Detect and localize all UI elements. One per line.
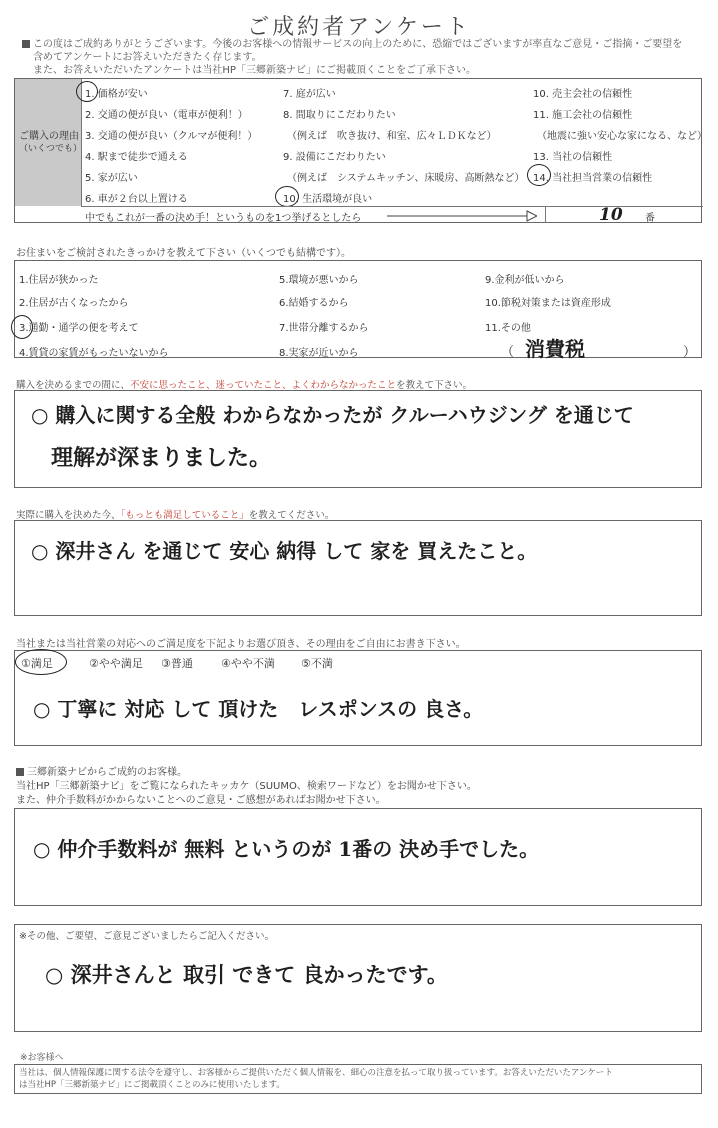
- best-reason-cell-divider: [545, 206, 546, 223]
- trigger-other-answer[interactable]: 消費税: [525, 337, 585, 361]
- selection-circle-option-10: [275, 186, 299, 207]
- concern-question: [16, 377, 472, 391]
- trigger-box: [14, 260, 702, 361]
- concern-question-highlight: 不安に思ったこと、迷っていたこと、よくわからなかったこと: [130, 380, 397, 391]
- concern-question-pre: 購入を決めるまでの間に、: [16, 380, 131, 391]
- intro-line-2: 含めてアンケートにお答えいただきたく存じます。: [33, 52, 262, 63]
- navi-heading: 三郷新築ナビからご成約のお客様。: [27, 767, 187, 778]
- rating-option-1[interactable]: ①満足: [21, 657, 53, 670]
- selection-circle-option-1: [76, 81, 98, 102]
- trigger-option-5[interactable]: 5.環境が悪いから: [279, 275, 359, 286]
- best-reason-suffix: 番: [645, 213, 655, 224]
- reason-option-9-example: （例えば システムキッチン、床暖房、高断熱など）: [287, 173, 525, 184]
- satisfaction-question: [16, 507, 334, 521]
- arrow-right-icon: [387, 210, 537, 222]
- reason-option-11[interactable]: 11. 施工会社の信頼性: [533, 110, 633, 121]
- trigger-option-10[interactable]: 10.節税対策または資産形成: [485, 298, 611, 309]
- trigger-option-4[interactable]: 4.賃貸の家賃がもったいないから: [19, 348, 169, 359]
- navi-line-3: また、仲介手数料がかからないことへのご意見・ご感想があればお聞かせ下さい。: [16, 795, 386, 806]
- trigger-option-9[interactable]: 9.金利が低いから: [485, 275, 565, 286]
- selection-circle-trigger-3: [11, 315, 33, 339]
- navi-answer[interactable]: ○ 仲介手数料が 無料 というのが 1番の 決め手でした。: [33, 837, 540, 861]
- privacy-notice-box: [14, 1064, 702, 1094]
- bullet-square-icon: [16, 768, 24, 776]
- trigger-option-3[interactable]: 3.通勤・通学の便を考えて: [19, 323, 139, 334]
- page-title: ご成約者アンケート: [247, 15, 471, 40]
- rating-box: [14, 650, 702, 746]
- bullet-square-icon: [22, 40, 30, 48]
- other-comments-answer[interactable]: ○ 深井さんと 取引 できて 良かったです。: [45, 962, 448, 987]
- purchase-reason-box: [14, 78, 707, 225]
- satisfaction-question-pre: 実際に購入を決めた今、: [16, 510, 121, 521]
- rating-option-3[interactable]: ③普通: [161, 657, 193, 670]
- reason-option-6[interactable]: 6. 車が２台以上置ける: [85, 194, 188, 205]
- navi-answer-box: [14, 808, 702, 906]
- trigger-option-6[interactable]: 6.結婚するから: [279, 298, 349, 309]
- concern-question-post: を教えて下さい。: [396, 380, 473, 391]
- reason-option-8[interactable]: 8. 間取りにこだわりたい: [283, 110, 396, 121]
- intro-line-1: この度はご成約ありがとうございます。今後のお客様への情報サービスの向上のために、恐縮ではございますが率直なご意見・ご指摘・ご要望を: [33, 39, 683, 50]
- reason-option-14[interactable]: 14. 当社担当営業の信頼性: [533, 173, 653, 184]
- other-comments-box: [14, 924, 702, 1032]
- reason-option-10[interactable]: 10. 生活環境が良い: [283, 194, 373, 205]
- trigger-option-2[interactable]: 2.住居が古くなったから: [19, 298, 129, 309]
- trigger-option-8[interactable]: 8.実家が近いから: [279, 348, 359, 359]
- best-reason-prompt: 中でもこれが一番の決め手！というものを1つ挙げるとしたら: [85, 213, 362, 224]
- rating-option-5[interactable]: ⑤不満: [301, 657, 333, 670]
- reason-option-3[interactable]: 3. 交通の便が良い（クルマが便利！）: [85, 131, 258, 142]
- intro-text: [22, 38, 702, 77]
- purchase-reason-label: ご購入の理由: [19, 131, 79, 142]
- concern-answer-box: [14, 390, 702, 488]
- reason-option-2[interactable]: 2. 交通の便が良い（電車が便利！）: [85, 110, 248, 121]
- purchase-reason-label-cell: [15, 79, 82, 206]
- reason-option-10-seller[interactable]: 10. 売主会社の信頼性: [533, 89, 633, 100]
- satisfaction-answer[interactable]: ○ 深井さん を通じて 安心 納得 して 家を 買えたこと。: [31, 539, 538, 563]
- privacy-heading: ※お客様へ: [20, 1053, 64, 1063]
- satisfaction-answer-box: [14, 520, 702, 616]
- trigger-other-close: ）: [683, 345, 697, 360]
- rating-option-4[interactable]: ④やや不満: [221, 657, 275, 670]
- best-reason-answer[interactable]: 10: [599, 205, 623, 225]
- rating-answer[interactable]: ○ 丁寧に 対応 して 頂けた レスポンスの 良さ。: [33, 697, 484, 721]
- trigger-question: お住まいをご検討されたきっかけを教えて下さい（いくつでも結構です）。: [16, 248, 351, 259]
- rating-question: 当社または当社営業の対応へのご満足度を下記よりお選び頂き、その理由をご自由にお書き下さい。: [16, 639, 466, 650]
- concern-answer-line-2[interactable]: 理解が深まりました。: [51, 445, 272, 471]
- satisfaction-question-post: を教えてください。: [248, 510, 335, 521]
- reason-option-7[interactable]: 7. 庭が広い: [283, 89, 336, 100]
- reason-option-13[interactable]: 13. 当社の信頼性: [533, 152, 613, 163]
- selection-circle-rating-1: [15, 649, 67, 675]
- concern-answer-line-1[interactable]: ○ 購入に関する全般 わからなかったが クルーハウジング を通じて: [31, 403, 634, 427]
- reason-option-5[interactable]: 5. 家が広い: [85, 173, 138, 184]
- trigger-other-open: （: [501, 345, 515, 360]
- rating-option-2[interactable]: ②やや満足: [89, 657, 143, 670]
- other-comments-question: ※その他、ご要望、ご意見ございましたらご記入ください。: [19, 931, 274, 942]
- reason-option-1[interactable]: 1. 価格が安い: [85, 89, 148, 100]
- reason-option-4[interactable]: 4. 駅まで徒歩で通える: [85, 152, 188, 163]
- trigger-option-1[interactable]: 1.住居が狭かった: [19, 275, 99, 286]
- reason-option-9[interactable]: 9. 設備にこだわりたい: [283, 152, 386, 163]
- satisfaction-question-highlight: 「もっとも満足していること」: [120, 510, 249, 521]
- navi-line-2: 当社HP「三郷新築ナビ」をご覧になられたキッカケ（SUUMO、検索ワードなど）をお聞かせ下さい。: [16, 781, 477, 792]
- trigger-option-7[interactable]: 7.世帯分離するから: [279, 323, 369, 334]
- intro-line-3: また、お答えいただいたアンケートは当社HP「三郷新築ナビ」にご掲載頂くことをご了承下さい。: [33, 65, 476, 76]
- reason-option-11-example: （地震に強い安心な家になる、など）: [537, 131, 707, 142]
- privacy-line-2: は当社HP「三郷新築ナビ」にご掲載頂くことのみに使用いたします。: [19, 1080, 285, 1090]
- trigger-option-11[interactable]: 11.その他: [485, 323, 531, 334]
- reason-option-8-example: （例えば 吹き抜け、和室、広々ＬＤＫなど）: [287, 131, 497, 142]
- privacy-line-1: 当社は、個人情報保護に関する法令を遵守し、お客様からご提供いただく個人情報を、細心の注意を払って取り扱っています。お答えいただいたアンケート: [19, 1068, 613, 1078]
- navi-customer-question: [16, 766, 477, 808]
- selection-circle-option-14: [527, 164, 551, 186]
- purchase-reason-sublabel: （いくつでも）: [19, 144, 83, 154]
